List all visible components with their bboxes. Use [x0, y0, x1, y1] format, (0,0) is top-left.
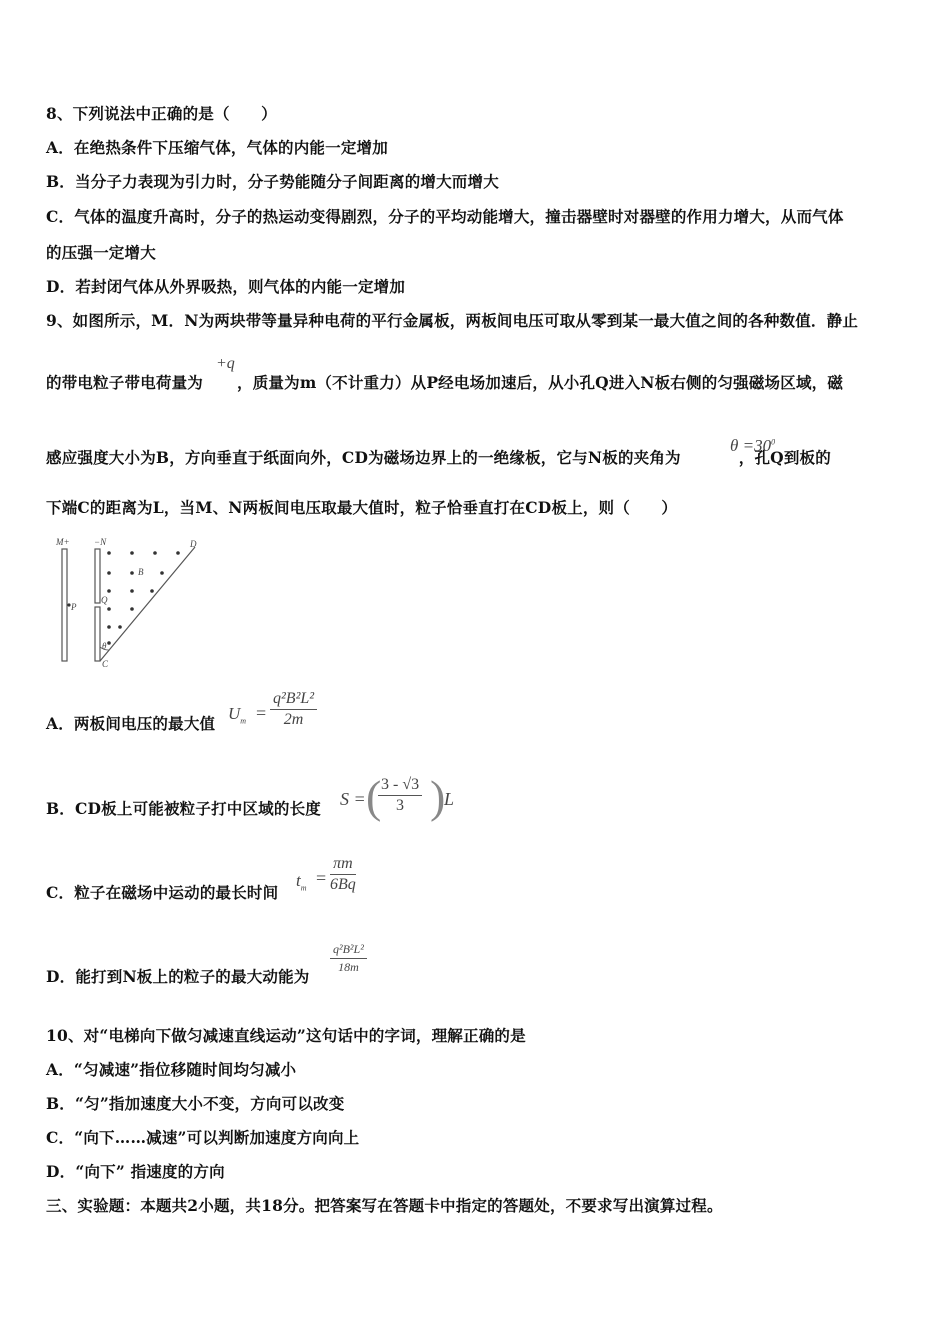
q9-line4: 下端C的距离为L，当M、N两板间电压取最大值时，粒子恰垂直打在CD板上，则（ ）	[46, 498, 678, 517]
plate-n-lower	[95, 607, 100, 661]
q9-line3-end: ，孔Q到板的	[738, 448, 831, 467]
q9-line2-end: ，质量为m（不计重力）从P经电场加速后，从小孔Q进入N板右侧的匀强磁场区域，磁	[237, 373, 844, 392]
q8-option-a: A．在绝热条件下压缩气体，气体的内能一定增加	[46, 138, 388, 157]
q9-option-d: D．能打到N板上的粒子的最大动能为	[46, 967, 310, 986]
label-q: Q	[101, 595, 108, 605]
q9-option-c-fraction: $\frac{\pi m}{6Bq}$	[330, 855, 356, 893]
q9-line2	[46, 371, 843, 393]
q8-stem: 8、下列说法中正确的是（ ）	[46, 104, 277, 123]
q9-option-c: C．粒子在磁场中运动的最长时间	[46, 883, 279, 902]
label-m: M+	[56, 537, 70, 547]
plate-n-upper	[95, 549, 100, 603]
q8-option-d: D．若封闭气体从外界吸热，则气体的内能一定增加	[46, 277, 406, 296]
q9-option-d-fraction: $\frac{\text{q²B²L²}}{18m}$	[330, 942, 367, 975]
q9-charge-math: +q	[216, 355, 235, 372]
q9-line1: 9、如图所示，M．N为两块带等量异种电荷的平行金属板，两板间电压可取从零到某一最大值之间的各种数值．静止	[46, 311, 859, 330]
label-n: −N	[94, 537, 107, 547]
q9-option-a-fraction: $\frac{\text{q²B²L²}}{2m}$	[270, 690, 317, 729]
q10-stem: 10、对“电梯向下做匀减速直线运动”这句话中的字词，理解正确的是	[46, 1026, 526, 1045]
q10-option-d: D．“向下” 指速度的方向	[46, 1162, 225, 1181]
q8-option-c-line2: 的压强一定增大	[46, 243, 156, 262]
q10-option-a: A．“匀减速”指位移随时间均匀减小	[46, 1060, 297, 1079]
q9-option-b-paren-left: (	[366, 771, 382, 822]
point-p	[67, 603, 70, 606]
q9-option-b-lhs: S =	[340, 789, 366, 809]
q10-option-b: B．“匀”指加速度大小不变，方向可以改变	[46, 1094, 345, 1113]
label-theta: θ	[102, 641, 107, 651]
q9-line2-start: 的带电粒子带电荷量为	[46, 373, 204, 392]
q9-line3-start: 感应强度大小为B，方向垂直于纸面向外，CD为磁场边界上的一绝缘板，它与N板的夹角为	[46, 448, 681, 467]
q9-option-a-lhs: $U_m$	[228, 704, 247, 726]
plate-m	[62, 549, 67, 661]
label-c: C	[102, 659, 109, 669]
label-p: P	[71, 602, 77, 612]
q8-option-b: B．当分子力表现为引力时，分子势能随分子间距离的增大而增大	[46, 172, 499, 191]
label-d: D	[190, 539, 197, 549]
q9-option-b-tail: L	[444, 789, 455, 809]
q9-option-b-fraction: $\frac{3 - √3}{3}$	[378, 776, 422, 815]
section-3-heading: 三、实验题：本题共2小题，共18分。把答案写在答题卡中指定的答题处，不要求写出演算过程。	[46, 1196, 723, 1215]
q9-line3	[46, 446, 831, 468]
q9-angle-math: $\theta =30^0$	[730, 436, 776, 455]
q9-option-a-eq: =	[256, 703, 267, 723]
q10-option-c: C．“向下……减速”可以判断加速度方向向上	[46, 1128, 360, 1147]
magnetic-field-dots	[107, 551, 180, 645]
q9-option-a: A．两板间电压的最大值	[46, 714, 216, 733]
q9-option-b-paren-right: )	[430, 771, 446, 822]
board-cd	[100, 547, 195, 661]
label-b: B	[138, 567, 144, 577]
q9-option-b: B．CD板上可能被粒子打中区域的长度	[46, 799, 321, 818]
q9-option-c-eq: =	[316, 868, 327, 888]
q9-figure	[50, 535, 210, 670]
q8-option-c-line1: C．气体的温度升高时，分子的热运动变得剧烈，分子的平均动能增大，撞击器壁时对器壁的作用力增大，从而气体	[46, 207, 844, 226]
q9-option-c-lhs: $t_m$	[296, 871, 307, 893]
